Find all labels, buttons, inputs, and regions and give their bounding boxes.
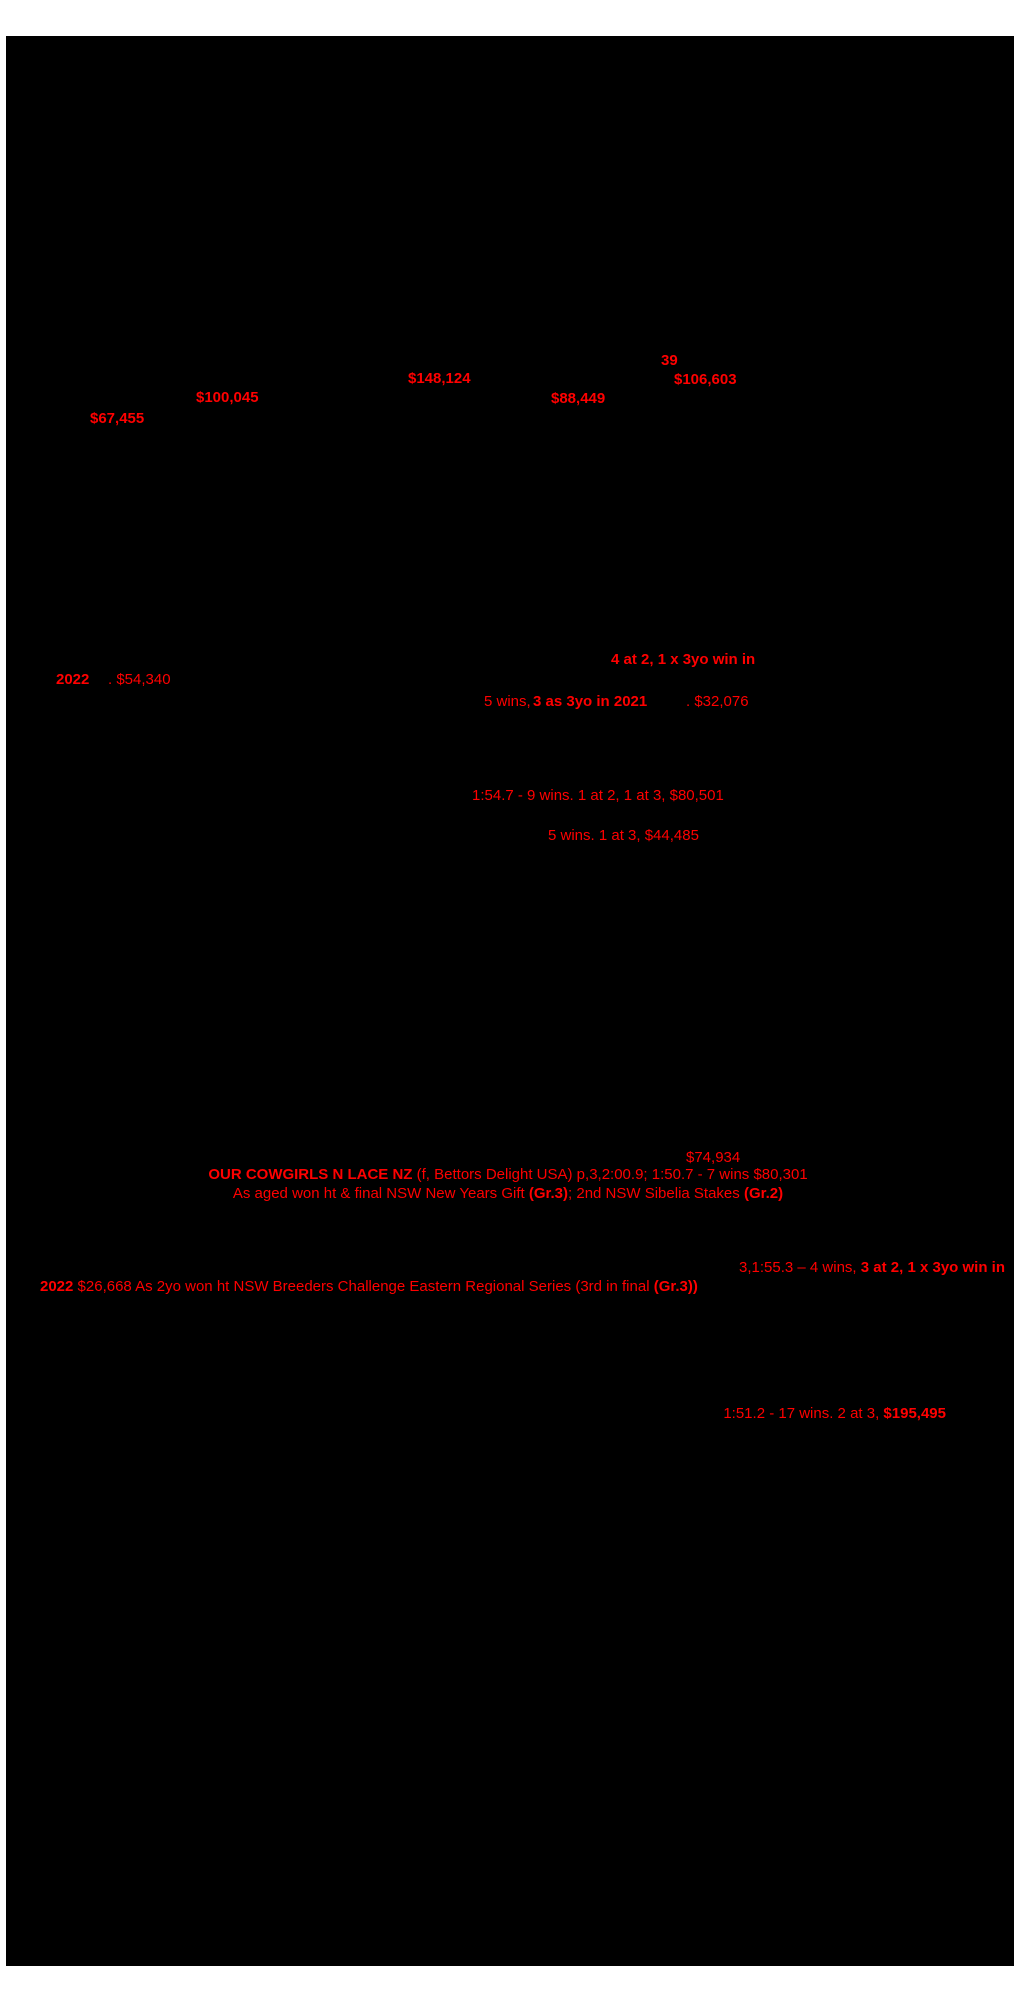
wins-note-2a: 5 wins, [484, 693, 535, 710]
earnings-value-1: $67,455 [90, 410, 145, 427]
wins-note-2c: . $32,076 [686, 693, 749, 710]
record-line-4 [300, 1404, 946, 1423]
record-text-3a: 3,1:55.3 – 4 wins, [739, 1259, 861, 1276]
wins-note-1: 4 at 2, 1 x 3yo win in [611, 651, 756, 668]
record-line-3 [460, 1258, 1005, 1277]
record-line-1: 1:54.7 - 9 wins. 1 at 2, 1 at 3, $80,501 [472, 787, 724, 804]
earnings-value-4: $88,449 [551, 390, 606, 407]
year-2022-2: 2022 [40, 1278, 74, 1295]
achievement-text-1: As aged won ht & final NSW New Years Gift [232, 1185, 529, 1202]
page-margin-right [1014, 0, 1022, 1994]
horse-achievements [68, 1184, 948, 1203]
record-earnings-4b: $195,495 [883, 1405, 946, 1422]
achievement-text-2: ; 2nd NSW Sibelia Stakes [568, 1185, 744, 1202]
earnings-value-5: $106,603 [674, 371, 737, 388]
grade-badge-gr3-final: (Gr.3)) [653, 1278, 698, 1295]
horse-name: OUR COWGIRLS N LACE NZ [208, 1166, 413, 1183]
earnings-note-1: . $54,340 [108, 671, 171, 688]
horse-entry-2022-note [40, 1277, 1005, 1296]
page-margin-bottom [0, 1966, 1022, 1994]
horse-details: (f, Bettors Delight USA) p,3,2:00.9; 1:50.7 - 7 wins $80,301 [412, 1166, 808, 1183]
year-2022-1: 2022 [56, 671, 90, 688]
note-2022-text: $26,668 As 2yo won ht NSW Breeders Challenge Eastern Regional Series (3rd in final [73, 1278, 654, 1295]
earnings-value-2: $100,045 [196, 389, 259, 406]
record-text-4a: 1:51.2 - 17 wins. 2 at 3, [723, 1405, 884, 1422]
page-margin-left [0, 0, 6, 1994]
page-margin-top [0, 0, 1022, 36]
earnings-value-3: $148,124 [408, 370, 471, 387]
wins-note-2b: 3 as 3yo in 2021 [533, 693, 648, 710]
count-value-39: 39 [661, 352, 678, 369]
grade-badge-gr2: (Gr.2) [743, 1185, 784, 1202]
horse-entry-our-cowgirls-n-lace [68, 1165, 948, 1184]
record-line-2: 5 wins. 1 at 3, $44,485 [548, 827, 699, 844]
record-text-3b: 3 at 2, 1 x 3yo win in [860, 1259, 1005, 1276]
earnings-value-6: $74,934 [686, 1149, 741, 1166]
grade-badge-gr3: (Gr.3) [528, 1185, 569, 1202]
